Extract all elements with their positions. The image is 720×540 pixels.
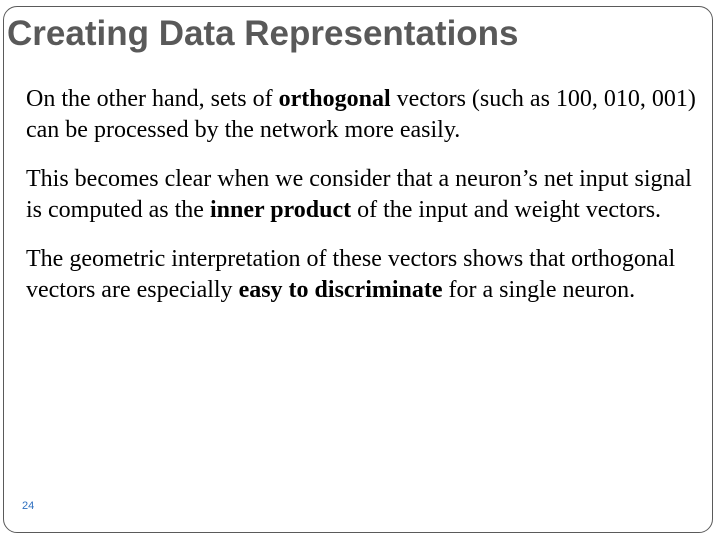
paragraph-text: vectors (such as 100, 010, 001) can be processed by the network more easily. [26, 86, 696, 143]
slide-body [26, 84, 708, 324]
paragraph-text: for a single neuron. [442, 277, 636, 303]
slide-number: 24 [22, 500, 35, 512]
slide-title: Creating Data Representations [7, 12, 523, 56]
bold-term-inner-product: inner product [209, 197, 352, 223]
paragraph-orthogonal [26, 84, 708, 146]
paragraph-inner-product [26, 164, 708, 226]
bold-term-easy-to-discriminate: easy to discriminate [238, 277, 443, 303]
paragraph-text: The geometric interpretation of these vectors shows that orthogonal vectors are especially [26, 246, 676, 303]
paragraph-text: This becomes clear when we consider that a neuron’s net input signal is computed as the [26, 166, 692, 223]
paragraph-geometric [26, 244, 708, 306]
paragraph-text: of the input and weight vectors. [351, 197, 662, 223]
paragraph-text: On the other hand, sets of [26, 86, 279, 112]
bold-term-orthogonal: orthogonal [278, 86, 391, 112]
